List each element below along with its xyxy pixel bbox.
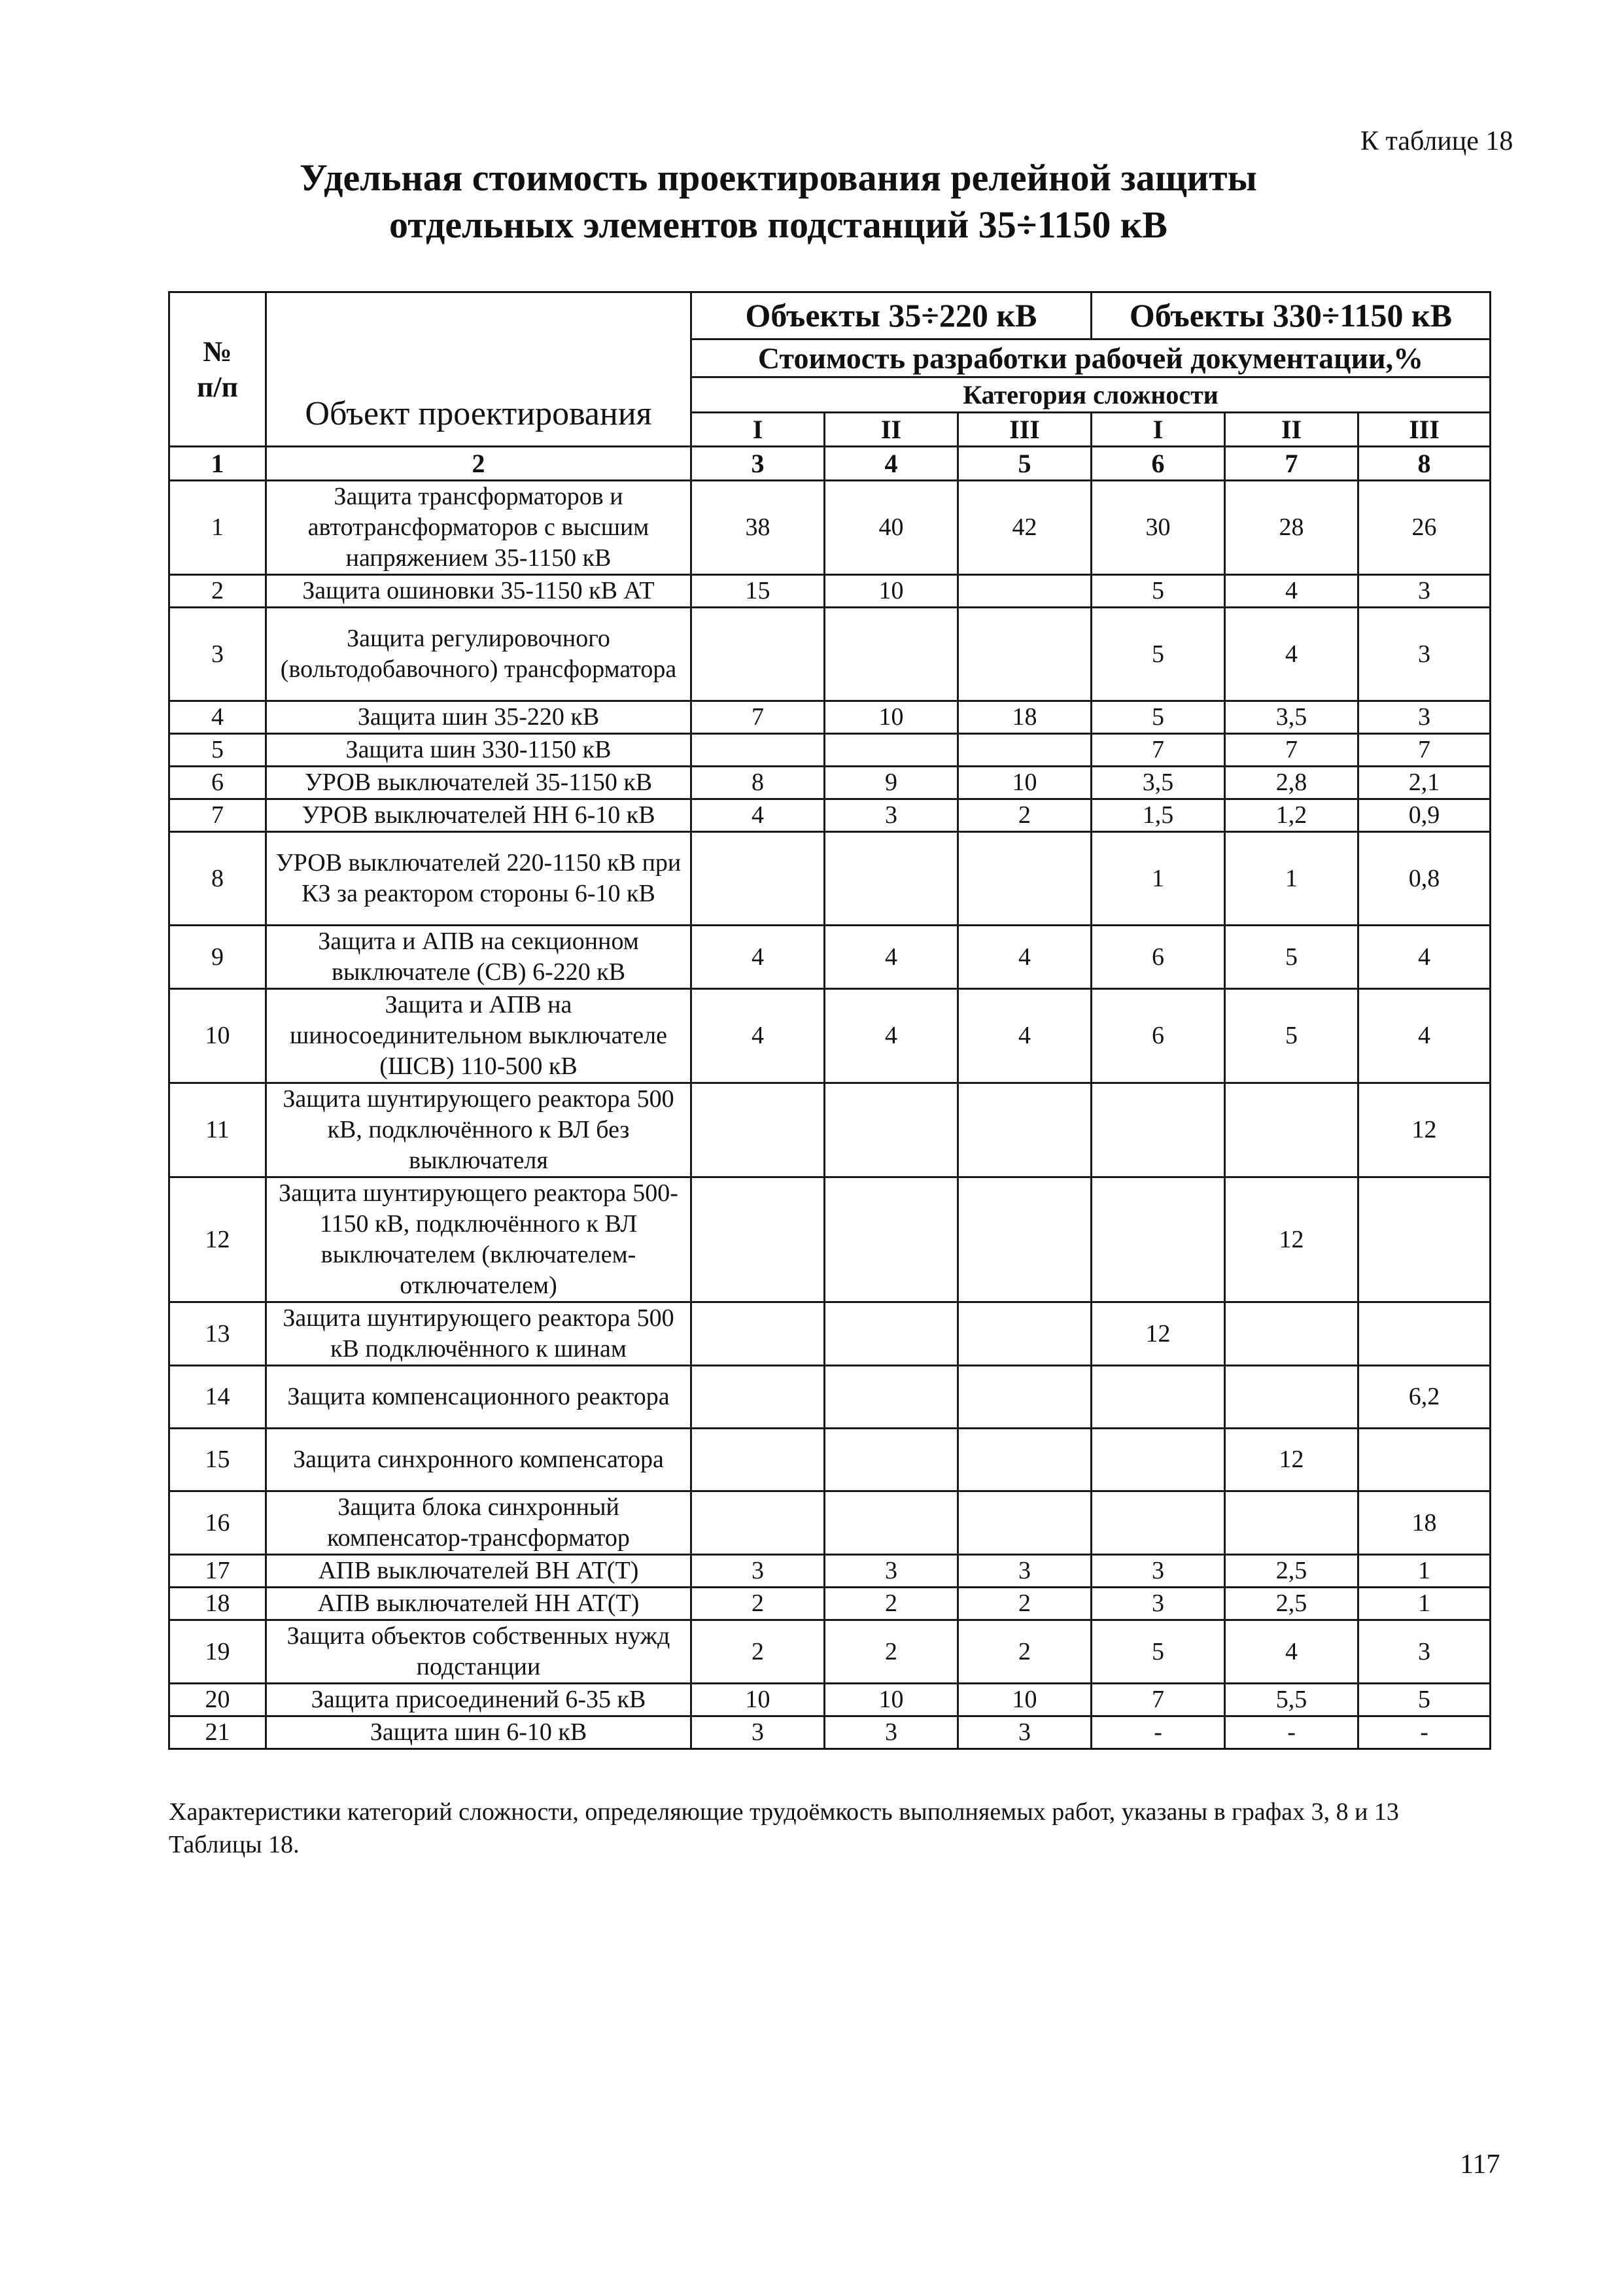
row-value-cell: 2	[825, 1588, 958, 1620]
row-value-cell: 2	[958, 1620, 1092, 1684]
row-value-cell: 2,8	[1225, 767, 1358, 799]
header-number-label: п/п	[197, 370, 238, 403]
header-category-cell: II	[825, 413, 958, 447]
row-value-cell: 10	[958, 767, 1092, 799]
table-row	[169, 1177, 1491, 1302]
row-value-cell: 7	[1358, 734, 1491, 767]
table-row	[169, 799, 1491, 832]
row-value-cell: 9	[825, 767, 958, 799]
row-value-cell	[825, 1083, 958, 1177]
table-row	[169, 1620, 1491, 1684]
row-object-cell: Защита шин 35-220 кВ	[266, 701, 691, 734]
row-number-cell: 12	[169, 1177, 266, 1302]
row-value-cell: 1,5	[1092, 799, 1225, 832]
table-row	[169, 1555, 1491, 1588]
row-value-cell	[691, 832, 825, 926]
column-number-cell: 4	[825, 447, 958, 481]
row-value-cell	[958, 608, 1092, 701]
row-object-cell: Защита шин 6-10 кВ	[266, 1716, 691, 1749]
table-row	[169, 989, 1491, 1083]
row-value-cell: 38	[691, 481, 825, 575]
row-number-cell: 21	[169, 1716, 266, 1749]
table-row	[169, 1716, 1491, 1749]
table-row	[169, 1588, 1491, 1620]
row-value-cell	[958, 1491, 1092, 1555]
row-value-cell	[825, 608, 958, 701]
table-body	[169, 292, 1491, 1749]
column-number-cell: 2	[266, 447, 691, 481]
row-number-cell: 14	[169, 1366, 266, 1429]
row-value-cell: 1,2	[1225, 799, 1358, 832]
row-value-cell	[958, 575, 1092, 608]
footnote: Характеристики категорий сложности, определяющие трудоёмкость выполняемых работ, указаны в графах 3, 8 и 13 Таблицы 18.	[169, 1798, 1399, 1858]
row-object-cell: АПВ выключателей ВН АТ(Т)	[266, 1555, 691, 1588]
row-value-cell: 3	[1092, 1588, 1225, 1620]
row-object-cell: Защита синхронного компенсатора	[266, 1429, 691, 1491]
row-value-cell	[825, 1429, 958, 1491]
row-value-cell	[1092, 1083, 1225, 1177]
row-value-cell: 5,5	[1225, 1684, 1358, 1716]
row-value-cell: 4	[691, 926, 825, 989]
row-number-cell: 2	[169, 575, 266, 608]
row-value-cell: 6,2	[1358, 1366, 1491, 1429]
row-value-cell: 18	[958, 701, 1092, 734]
row-number-cell: 13	[169, 1302, 266, 1366]
row-value-cell: 6	[1092, 989, 1225, 1083]
page-title	[196, 154, 1360, 249]
header-cost-subtitle: Стоимость разработки рабочей документации,%	[691, 339, 1491, 377]
row-value-cell: 3	[958, 1716, 1092, 1749]
row-value-cell: 3	[691, 1716, 825, 1749]
row-number-cell: 20	[169, 1684, 266, 1716]
row-value-cell	[958, 1366, 1092, 1429]
header-group-330-1150: Объекты 330÷1150 кВ	[1092, 292, 1491, 339]
table-row	[169, 701, 1491, 734]
table-row	[169, 734, 1491, 767]
row-value-cell	[1092, 1429, 1225, 1491]
row-value-cell: 3	[1358, 575, 1491, 608]
row-value-cell: 5	[1092, 608, 1225, 701]
row-value-cell: 12	[1225, 1177, 1358, 1302]
row-value-cell	[691, 1366, 825, 1429]
row-object-cell: Защита присоединений 6-35 кВ	[266, 1684, 691, 1716]
row-value-cell: 7	[1092, 1684, 1225, 1716]
row-value-cell	[691, 1491, 825, 1555]
row-value-cell	[691, 1429, 825, 1491]
row-value-cell	[691, 1302, 825, 1366]
table-row	[169, 575, 1491, 608]
row-value-cell	[691, 1177, 825, 1302]
row-number-cell: 16	[169, 1491, 266, 1555]
row-value-cell	[1225, 1302, 1358, 1366]
table-row	[169, 608, 1491, 701]
row-value-cell: 8	[691, 767, 825, 799]
row-value-cell: 1	[1358, 1555, 1491, 1588]
row-value-cell	[958, 1429, 1092, 1491]
row-value-cell: 5	[1092, 575, 1225, 608]
row-value-cell	[1092, 1491, 1225, 1555]
row-value-cell: 0,9	[1358, 799, 1491, 832]
row-value-cell: 3	[691, 1555, 825, 1588]
row-value-cell: 4	[1358, 926, 1491, 989]
row-value-cell	[825, 832, 958, 926]
row-value-cell: 3	[825, 1716, 958, 1749]
row-value-cell	[825, 1491, 958, 1555]
row-object-cell: Защита и АПВ на секционном выключателе (СВ) 6-220 кВ	[266, 926, 691, 989]
row-number-cell: 3	[169, 608, 266, 701]
row-value-cell	[958, 1083, 1092, 1177]
row-object-cell: УРОВ выключателей НН 6-10 кВ	[266, 799, 691, 832]
row-value-cell: 18	[1358, 1491, 1491, 1555]
row-value-cell: 2	[691, 1588, 825, 1620]
table-row	[169, 1491, 1491, 1555]
header-group-35-220: Объекты 35÷220 кВ	[691, 292, 1092, 339]
table-row	[169, 1429, 1491, 1491]
row-value-cell: 42	[958, 481, 1092, 575]
row-value-cell	[1092, 1366, 1225, 1429]
table-row	[169, 1366, 1491, 1429]
row-value-cell: -	[1225, 1716, 1358, 1749]
header-row-column-numbers	[169, 447, 1491, 481]
table-row	[169, 767, 1491, 799]
row-value-cell: 4	[1225, 1620, 1358, 1684]
row-value-cell	[958, 734, 1092, 767]
row-value-cell: 4	[958, 926, 1092, 989]
row-object-cell: Защита шунтирующего реактора 500-1150 кВ, подключённого к ВЛ выключателем (включателем-отключателем)	[266, 1177, 691, 1302]
row-value-cell	[1358, 1302, 1491, 1366]
title-line-2: отдельных элементов подстанций 35÷1150 кВ	[389, 203, 1167, 246]
row-value-cell: 3	[1092, 1555, 1225, 1588]
row-value-cell: 3,5	[1225, 701, 1358, 734]
row-number-cell: 8	[169, 832, 266, 926]
row-value-cell: 3	[1358, 1620, 1491, 1684]
table-reference: К таблице 18	[1360, 126, 1513, 156]
row-value-cell: 3,5	[1092, 767, 1225, 799]
header-category-cell: I	[1092, 413, 1225, 447]
column-number-cell: 8	[1358, 447, 1491, 481]
row-value-cell: 4	[1358, 989, 1491, 1083]
row-value-cell: 3	[1358, 608, 1491, 701]
row-number-cell: 6	[169, 767, 266, 799]
row-value-cell: 4	[958, 989, 1092, 1083]
row-value-cell	[958, 832, 1092, 926]
page-number: 117	[1460, 2149, 1500, 2180]
row-value-cell: 2	[825, 1620, 958, 1684]
row-number-cell: 18	[169, 1588, 266, 1620]
row-object-cell: Защита блока синхронный компенсатор-трансформатор	[266, 1491, 691, 1555]
row-value-cell: 5	[1225, 989, 1358, 1083]
row-object-cell: Защита шунтирующего реактора 500 кВ, подключённого к ВЛ без выключателя	[266, 1083, 691, 1177]
table-row	[169, 832, 1491, 926]
row-number-cell: 11	[169, 1083, 266, 1177]
row-value-cell: 2	[691, 1620, 825, 1684]
row-value-cell	[958, 1177, 1092, 1302]
row-value-cell	[825, 734, 958, 767]
header-category-cell: III	[1358, 413, 1491, 447]
row-value-cell: 3	[825, 1555, 958, 1588]
row-value-cell: 10	[825, 1684, 958, 1716]
column-number-cell: 7	[1225, 447, 1358, 481]
row-value-cell: 7	[1092, 734, 1225, 767]
row-value-cell: 12	[1092, 1302, 1225, 1366]
row-value-cell: 40	[825, 481, 958, 575]
row-object-cell: Защита ошиновки 35-1150 кВ АТ	[266, 575, 691, 608]
row-value-cell: -	[1358, 1716, 1491, 1749]
row-value-cell: 10	[825, 575, 958, 608]
row-value-cell: 6	[1092, 926, 1225, 989]
row-number-cell: 10	[169, 989, 266, 1083]
header-object: Объект проектирования	[266, 292, 691, 447]
table-row	[169, 1302, 1491, 1366]
row-value-cell	[1358, 1429, 1491, 1491]
row-value-cell: 4	[1225, 608, 1358, 701]
row-value-cell: 30	[1092, 481, 1225, 575]
row-object-cell: АПВ выключателей НН АТ(Т)	[266, 1588, 691, 1620]
row-value-cell	[1225, 1366, 1358, 1429]
row-value-cell	[825, 1366, 958, 1429]
row-number-cell: 9	[169, 926, 266, 989]
row-value-cell: 1	[1092, 832, 1225, 926]
row-value-cell: 0,8	[1358, 832, 1491, 926]
row-value-cell: 4	[825, 989, 958, 1083]
row-object-cell: Защита и АПВ на шиносоединительном выключателе (ШСВ) 110-500 кВ	[266, 989, 691, 1083]
header-category-cell: I	[691, 413, 825, 447]
row-value-cell: 3	[1358, 701, 1491, 734]
header-category: Категория сложности	[691, 377, 1491, 413]
row-object-cell: УРОВ выключателей 220-1150 кВ при КЗ за реактором стороны 6-10 кВ	[266, 832, 691, 926]
row-number-cell: 17	[169, 1555, 266, 1588]
row-number-cell: 4	[169, 701, 266, 734]
row-value-cell	[691, 608, 825, 701]
row-object-cell: УРОВ выключателей 35-1150 кВ	[266, 767, 691, 799]
row-number-cell: 5	[169, 734, 266, 767]
row-value-cell: 10	[691, 1684, 825, 1716]
row-value-cell: 12	[1225, 1429, 1358, 1491]
row-value-cell: 2	[958, 799, 1092, 832]
row-value-cell: 5	[1092, 701, 1225, 734]
row-value-cell: 4	[691, 989, 825, 1083]
table-row	[169, 1684, 1491, 1716]
row-value-cell: 4	[825, 926, 958, 989]
row-value-cell: 7	[691, 701, 825, 734]
header-category-cell: II	[1225, 413, 1358, 447]
row-value-cell: -	[1092, 1716, 1225, 1749]
header-category-cell: III	[958, 413, 1092, 447]
column-number-cell: 6	[1092, 447, 1225, 481]
row-value-cell: 5	[1225, 926, 1358, 989]
row-value-cell: 1	[1358, 1588, 1491, 1620]
row-value-cell: 10	[825, 701, 958, 734]
row-value-cell: 4	[691, 799, 825, 832]
row-object-cell: Защита регулировочного (вольтодобавочного) трансформатора	[266, 608, 691, 701]
row-value-cell	[1225, 1491, 1358, 1555]
row-value-cell: 3	[958, 1555, 1092, 1588]
row-value-cell: 5	[1358, 1684, 1491, 1716]
header-row-groups	[169, 292, 1491, 339]
row-value-cell: 3	[825, 799, 958, 832]
row-value-cell	[1092, 1177, 1225, 1302]
column-number-cell: 5	[958, 447, 1092, 481]
header-number-symbol: №	[203, 335, 232, 368]
row-value-cell: 15	[691, 575, 825, 608]
table-row	[169, 926, 1491, 989]
column-number-cell: 1	[169, 447, 266, 481]
table-row	[169, 1083, 1491, 1177]
header-number-cell	[169, 292, 266, 447]
row-value-cell: 1	[1225, 832, 1358, 926]
row-object-cell: Защита объектов собственных нужд подстанции	[266, 1620, 691, 1684]
row-value-cell	[691, 734, 825, 767]
row-value-cell	[1225, 1083, 1358, 1177]
row-value-cell: 10	[958, 1684, 1092, 1716]
row-value-cell: 2,1	[1358, 767, 1491, 799]
row-value-cell	[691, 1083, 825, 1177]
row-value-cell: 2	[958, 1588, 1092, 1620]
column-number-cell: 3	[691, 447, 825, 481]
row-value-cell: 26	[1358, 481, 1491, 575]
row-value-cell: 5	[1092, 1620, 1225, 1684]
row-number-cell: 1	[169, 481, 266, 575]
table-row	[169, 481, 1491, 575]
cost-table	[168, 291, 1491, 1750]
row-value-cell	[958, 1302, 1092, 1366]
row-object-cell: Защита шин 330-1150 кВ	[266, 734, 691, 767]
row-value-cell: 4	[1225, 575, 1358, 608]
title-line-1: Удельная стоимость проектирования релейной защиты	[300, 156, 1257, 199]
row-value-cell	[825, 1302, 958, 1366]
row-value-cell	[825, 1177, 958, 1302]
row-number-cell: 15	[169, 1429, 266, 1491]
row-value-cell: 28	[1225, 481, 1358, 575]
row-object-cell: Защита трансформаторов и автотрансформаторов с высшим напряжением 35-1150 кВ	[266, 481, 691, 575]
row-value-cell: 2,5	[1225, 1555, 1358, 1588]
row-value-cell: 12	[1358, 1083, 1491, 1177]
row-object-cell: Защита шунтирующего реактора 500 кВ подключённого к шинам	[266, 1302, 691, 1366]
row-value-cell: 2,5	[1225, 1588, 1358, 1620]
row-value-cell	[1358, 1177, 1491, 1302]
row-number-cell: 19	[169, 1620, 266, 1684]
row-value-cell: 7	[1225, 734, 1358, 767]
row-number-cell: 7	[169, 799, 266, 832]
row-object-cell: Защита компенсационного реактора	[266, 1366, 691, 1429]
